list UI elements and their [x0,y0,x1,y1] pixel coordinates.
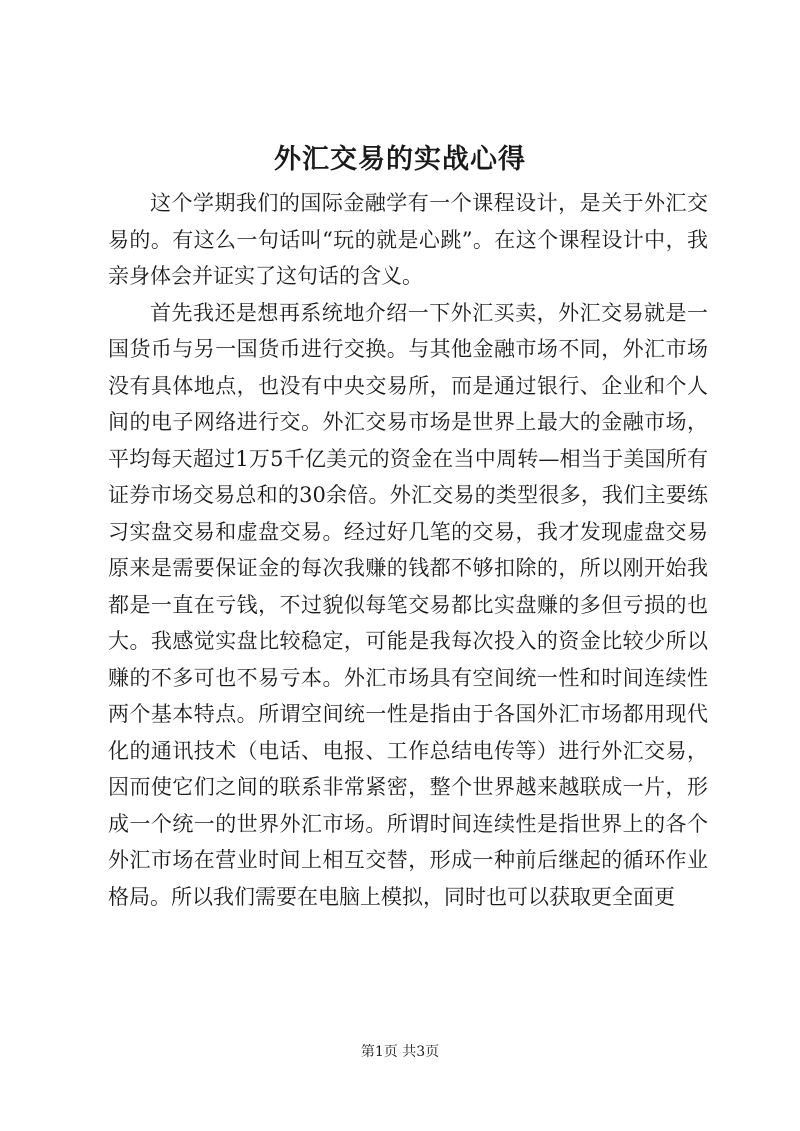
page-footer: 第1页 共3页 [360,1044,440,1060]
paragraph-2: 首先我还是想再系统地介绍一下外汇买卖，外汇交易就是一国货币与另一国货币进行交换。与其他金融市场不同，外汇市场没有具体地点，也没有中央交易所，而是通过银行、企业和个人间的电子网络进行交。外汇交易市场是世界上最大的金融市场，平均每天超过1万5千亿美元的资金在当中周转—相当于美国所有证券市场交易总和的30余倍。外汇交易的类型很多，我们主要练习实盘交易和虚盘交易。经过好几笔的交易，我才发现虚盘交易原来是需要保证金的每次我赚的钱都不够扣除的，所以刚开始我都是一直在亏钱，不过貌似每笔交易都比实盘赚的多但亏损的也大。我感觉实盘比较稳定，可能是我每次投入的资金比较少所以赚的不多可也不易亏本。外汇市场具有空间统一性和时间连续性两个基本特点。所谓空间统一性是指由于各国外汇市场都用现代化的通讯技术（电话、电报、工作总结电传等）进行外汇交易，因而使它们之间的联系非常紧密，整个世界越来越联成一片，形成一个统一的世界外汇市场。所谓时间连续性是指世界上的各个外汇市场在营业时间上相互交替，形成一种前后继起的循环作业格局。所以我们需要在电脑上模拟，同时也可以获取更全面更 [108,300,708,909]
document-title: 外汇交易的实战心得 [274,144,526,175]
document-body [108,185,708,915]
paragraph-1: 这个学期我们的国际金融学有一个课程设计，是关于外汇交易的。有这么一句话叫“玩的就是心跳”。在这个课程设计中，我亲身体会并证实了这句话的含义。 [108,191,708,288]
